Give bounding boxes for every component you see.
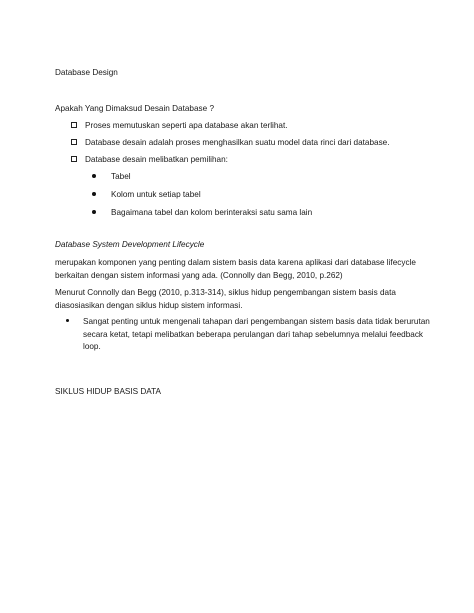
checkbox-icon (71, 139, 77, 145)
list-item-text: Kolom untuk setiap tabel (111, 190, 201, 199)
bullet-icon (66, 319, 69, 322)
paragraph (55, 257, 416, 282)
paragraph-line: loop. (83, 342, 101, 351)
paragraph-line: diasosiasikan dengan siklus hidup sistem informasi. (55, 300, 243, 310)
paragraph-line: secara ketat, tetapi melibatkan beberapa perulangan dari tahap sebelumnya melalui feedback (83, 329, 424, 339)
checkbox-item-text: Database desain melibatkan pemilihan: (85, 155, 228, 164)
bullet-icon (92, 192, 96, 196)
paragraph-line: berkaitan dengan sistem informasi yang ada. (Connolly dan Begg, 2010, p.262) (55, 270, 343, 280)
checkbox-icon (71, 122, 77, 128)
checkbox-item-text: Proses memutuskan seperti apa database akan terlihat. (85, 121, 288, 130)
paragraph-line: Menurut Connolly dan Begg (2010, p.313-314), siklus hidup pengembangan sistem basis data (55, 288, 396, 297)
paragraph-line: merupakan komponen yang penting dalam sistem basis data karena aplikasi dari database lifecycle (55, 258, 416, 267)
document-title: Database Design (55, 68, 118, 77)
paragraph (55, 287, 396, 312)
bullet-icon (92, 210, 96, 214)
question-heading: Apakah Yang Dimaksud Desain Database ? (55, 104, 214, 113)
section-heading: Database System Development Lifecycle (55, 240, 205, 249)
bullet-icon (92, 174, 96, 178)
list-item-text: Bagaimana tabel dan kolom berinteraksi satu sama lain (111, 208, 313, 217)
checkbox-item-text: Database desain adalah proses menghasilkan suatu model data rinci dari database. (85, 138, 390, 147)
paragraph-line: Sangat penting untuk mengenali tahapan dari pengembangan sistem basis data tidak berurutan (83, 317, 430, 326)
bullet-paragraph-text (83, 316, 430, 354)
section-heading: SIKLUS HIDUP BASIS DATA (55, 387, 162, 396)
list-item-text: Tabel (111, 172, 131, 181)
checkbox-icon (71, 156, 77, 162)
